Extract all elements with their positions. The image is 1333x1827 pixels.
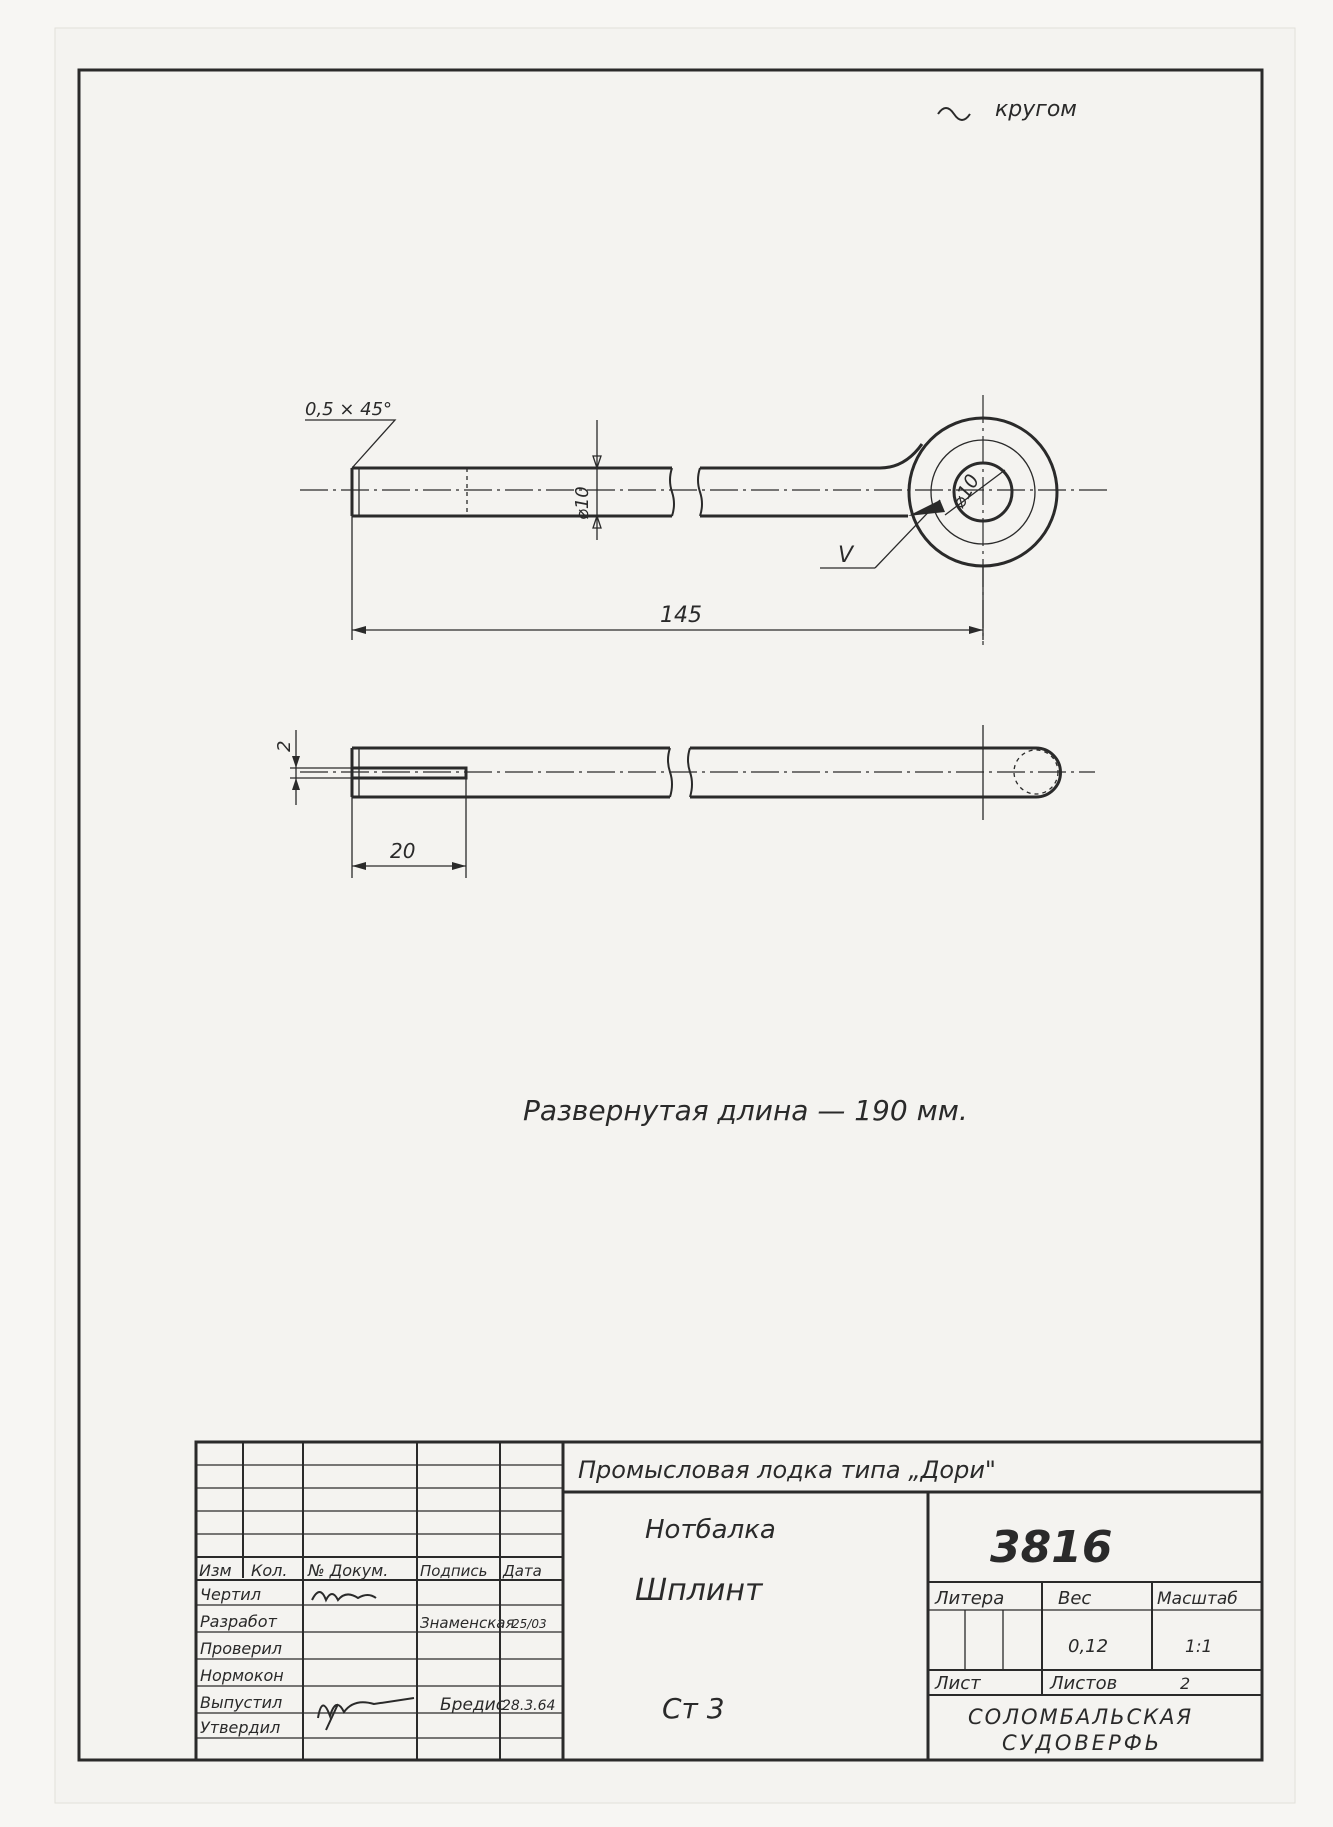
header-izm: Изм [199,1561,232,1580]
role-proveril: Проверил [200,1639,283,1658]
weld-mark-label: V [838,543,854,568]
razrabot-date: 25/03 [512,1617,547,1631]
header-ves: Вес [1058,1588,1092,1609]
role-normokon: Нормокон [200,1666,284,1685]
role-vypustil: Выпустил [200,1693,283,1712]
value-ves: 0,12 [1068,1636,1109,1657]
role-utverdil: Утвердил [200,1718,281,1737]
header-podpis: Подпись [420,1562,488,1580]
vypustil-date: 28.3.64 [502,1698,556,1714]
developed-length-note: Развернутая длина — 190 мм. [523,1094,968,1127]
rod-diameter-label: ⌀10 [572,486,593,520]
header-listov: Листов [1050,1673,1118,1694]
header-litera: Литера [935,1588,1005,1609]
value-masshtab: 1:1 [1185,1637,1213,1657]
length-145-label: 145 [660,603,702,628]
roughness-note: кругом [995,97,1077,122]
project-title: Промысловая лодка типа „Дори" [578,1456,996,1484]
vypustil-name: Бредис [440,1695,506,1715]
role-razrabot: Разработ [200,1612,277,1631]
header-dokum: № Докум. [308,1561,389,1580]
company-line2: СУДОВЕРФЬ [1002,1731,1163,1755]
header-data: Дата [503,1562,542,1580]
eye-diameter-label: ⌀10 [947,470,985,513]
slot-width-label: 2 [274,740,295,752]
header-list: Лист [935,1673,981,1694]
material: Ст 3 [662,1692,725,1725]
role-chertil: Чертил [200,1585,261,1604]
company-line1: СОЛОМБАЛЬСКАЯ [968,1705,1194,1729]
header-kol: Кол. [251,1561,288,1580]
value-listov: 2 [1180,1674,1191,1693]
drawing-number: 3816 [990,1522,1113,1573]
part-name-line2: Шплинт [635,1573,763,1608]
chamfer-label: 0,5 × 45° [305,399,393,420]
slot-length-label: 20 [390,839,416,863]
part-name-line1: Нотбалка [645,1515,776,1545]
header-masshtab: Масштаб [1157,1589,1238,1609]
razrabot-name: Знаменская [420,1614,515,1632]
